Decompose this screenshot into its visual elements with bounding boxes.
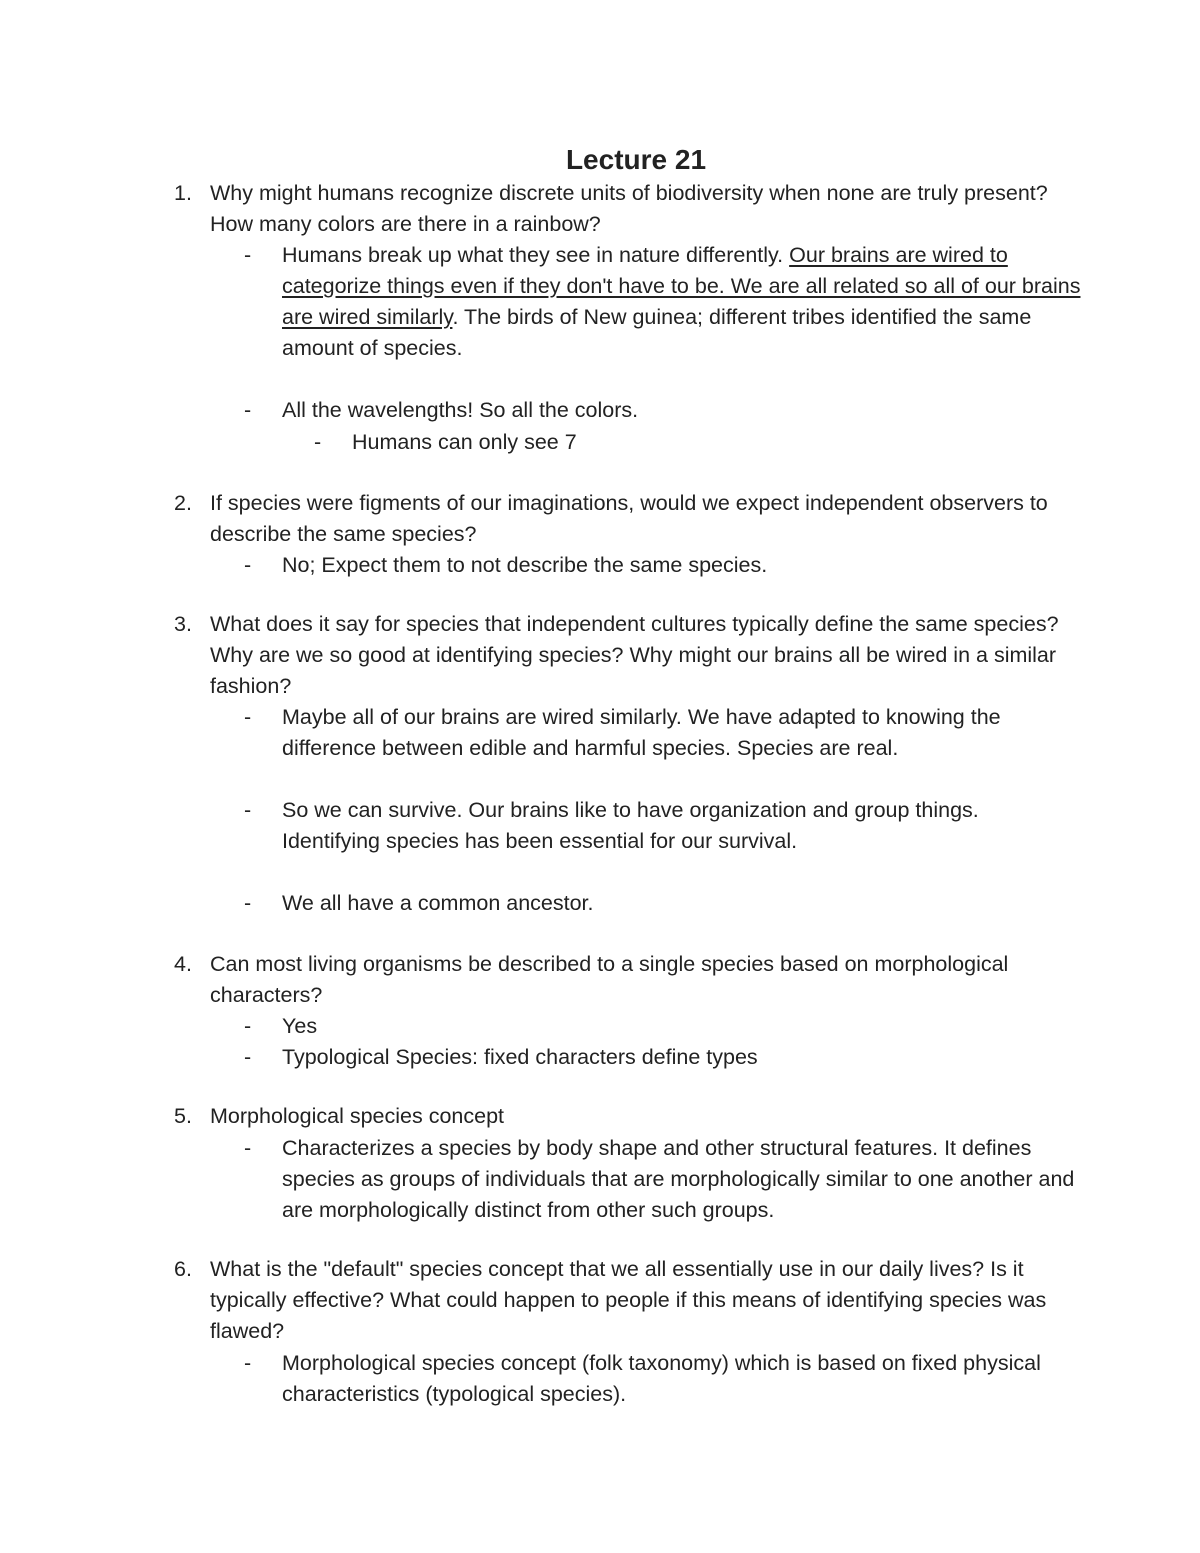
bullet-dash: -	[244, 1014, 252, 1038]
question-1	[174, 178, 1080, 240]
question-5	[174, 1101, 1080, 1132]
answer-bullet	[244, 1011, 1082, 1042]
question-text: Can most living organisms be described to a single species based on morphological characters?	[210, 952, 1009, 1007]
question-text: If species were figments of our imaginations, would we expect independent observers to describe the same species?	[210, 491, 1048, 546]
answer-bullet	[244, 550, 1082, 581]
answer-text: Typological Species: fixed characters define types	[282, 1045, 758, 1069]
question-number: 4.	[174, 952, 192, 976]
answer-bullet	[244, 1348, 1082, 1410]
answer-bullet	[244, 395, 1082, 426]
answer-text: No; Expect them to not describe the same species.	[282, 553, 768, 577]
page-title: Lecture 21	[565, 144, 707, 175]
answer-text: So we can survive. Our brains like to have organization and group things. Identifying species has been essential for our survival.	[282, 798, 979, 853]
bullet-dash: -	[244, 1045, 252, 1069]
bullet-dash: -	[244, 553, 252, 577]
answer-bullet	[244, 1042, 1082, 1073]
answer-bullet	[244, 240, 1082, 364]
question-4	[174, 949, 1080, 1011]
answer-bullet	[244, 702, 1082, 764]
bullet-dash: -	[314, 430, 322, 454]
question-text: What does it say for species that independent cultures typically define the same species? Why are we so good at identifying species? Why might our brains all be wired in a similar fashion?	[210, 612, 1059, 698]
answer-text	[282, 240, 1082, 364]
answer-text: We all have a common ancestor.	[282, 891, 594, 915]
answer-bullet	[244, 888, 1082, 919]
question-text: What is the "default" species concept that we all essentially use in our daily lives? Is it typically effective? What could happen to people if this means of identifying species was flawed?	[210, 1257, 1047, 1343]
question-text: Morphological species concept	[210, 1104, 504, 1128]
answer-text-underlined: Our brains are wired to categorize things even if they don't have to be. We are all related so all of our brains are wired similarly	[282, 243, 1081, 329]
question-number: 2.	[174, 491, 192, 515]
bullet-dash: -	[244, 1351, 252, 1375]
bullet-dash: -	[244, 243, 252, 267]
question-number: 5.	[174, 1104, 192, 1128]
question-number: 6.	[174, 1257, 192, 1281]
answer-bullet	[244, 1133, 1082, 1226]
question-number: 1.	[174, 181, 192, 205]
bullet-dash: -	[244, 891, 252, 915]
answer-text: All the wavelengths! So all the colors.	[282, 398, 639, 422]
answer-text: Humans can only see 7	[352, 430, 577, 454]
answer-text-plain: . The birds of New guinea; different tribes identified the same amount of species.	[282, 305, 1032, 360]
question-text: Why might humans recognize discrete units of biodiversity when none are truly present? How many colors are there in a rainbow?	[210, 181, 1048, 236]
question-2	[174, 488, 1080, 550]
bullet-dash: -	[244, 705, 252, 729]
question-3	[174, 609, 1080, 702]
question-number: 3.	[174, 612, 192, 636]
answer-text: Morphological species concept (folk taxonomy) which is based on fixed physical characteristics (typological species).	[282, 1351, 1041, 1406]
bullet-dash: -	[244, 398, 252, 422]
bullet-dash: -	[244, 1136, 252, 1160]
bullet-dash: -	[244, 798, 252, 822]
answer-text: Maybe all of our brains are wired similarly. We have adapted to knowing the difference between edible and harmful species. Species are real.	[282, 705, 1001, 760]
question-6	[174, 1254, 1080, 1347]
answer-text: Characterizes a species by body shape and other structural features. It defines species as groups of individuals that are morphologically similar to one another and are morphologically distinct from other such groups.	[282, 1136, 1075, 1222]
answer-bullet	[244, 795, 1082, 857]
answer-text: Yes	[282, 1014, 318, 1038]
answer-text-plain: Humans break up what they see in nature differently.	[282, 243, 790, 267]
answer-sub-bullet	[314, 427, 1072, 458]
